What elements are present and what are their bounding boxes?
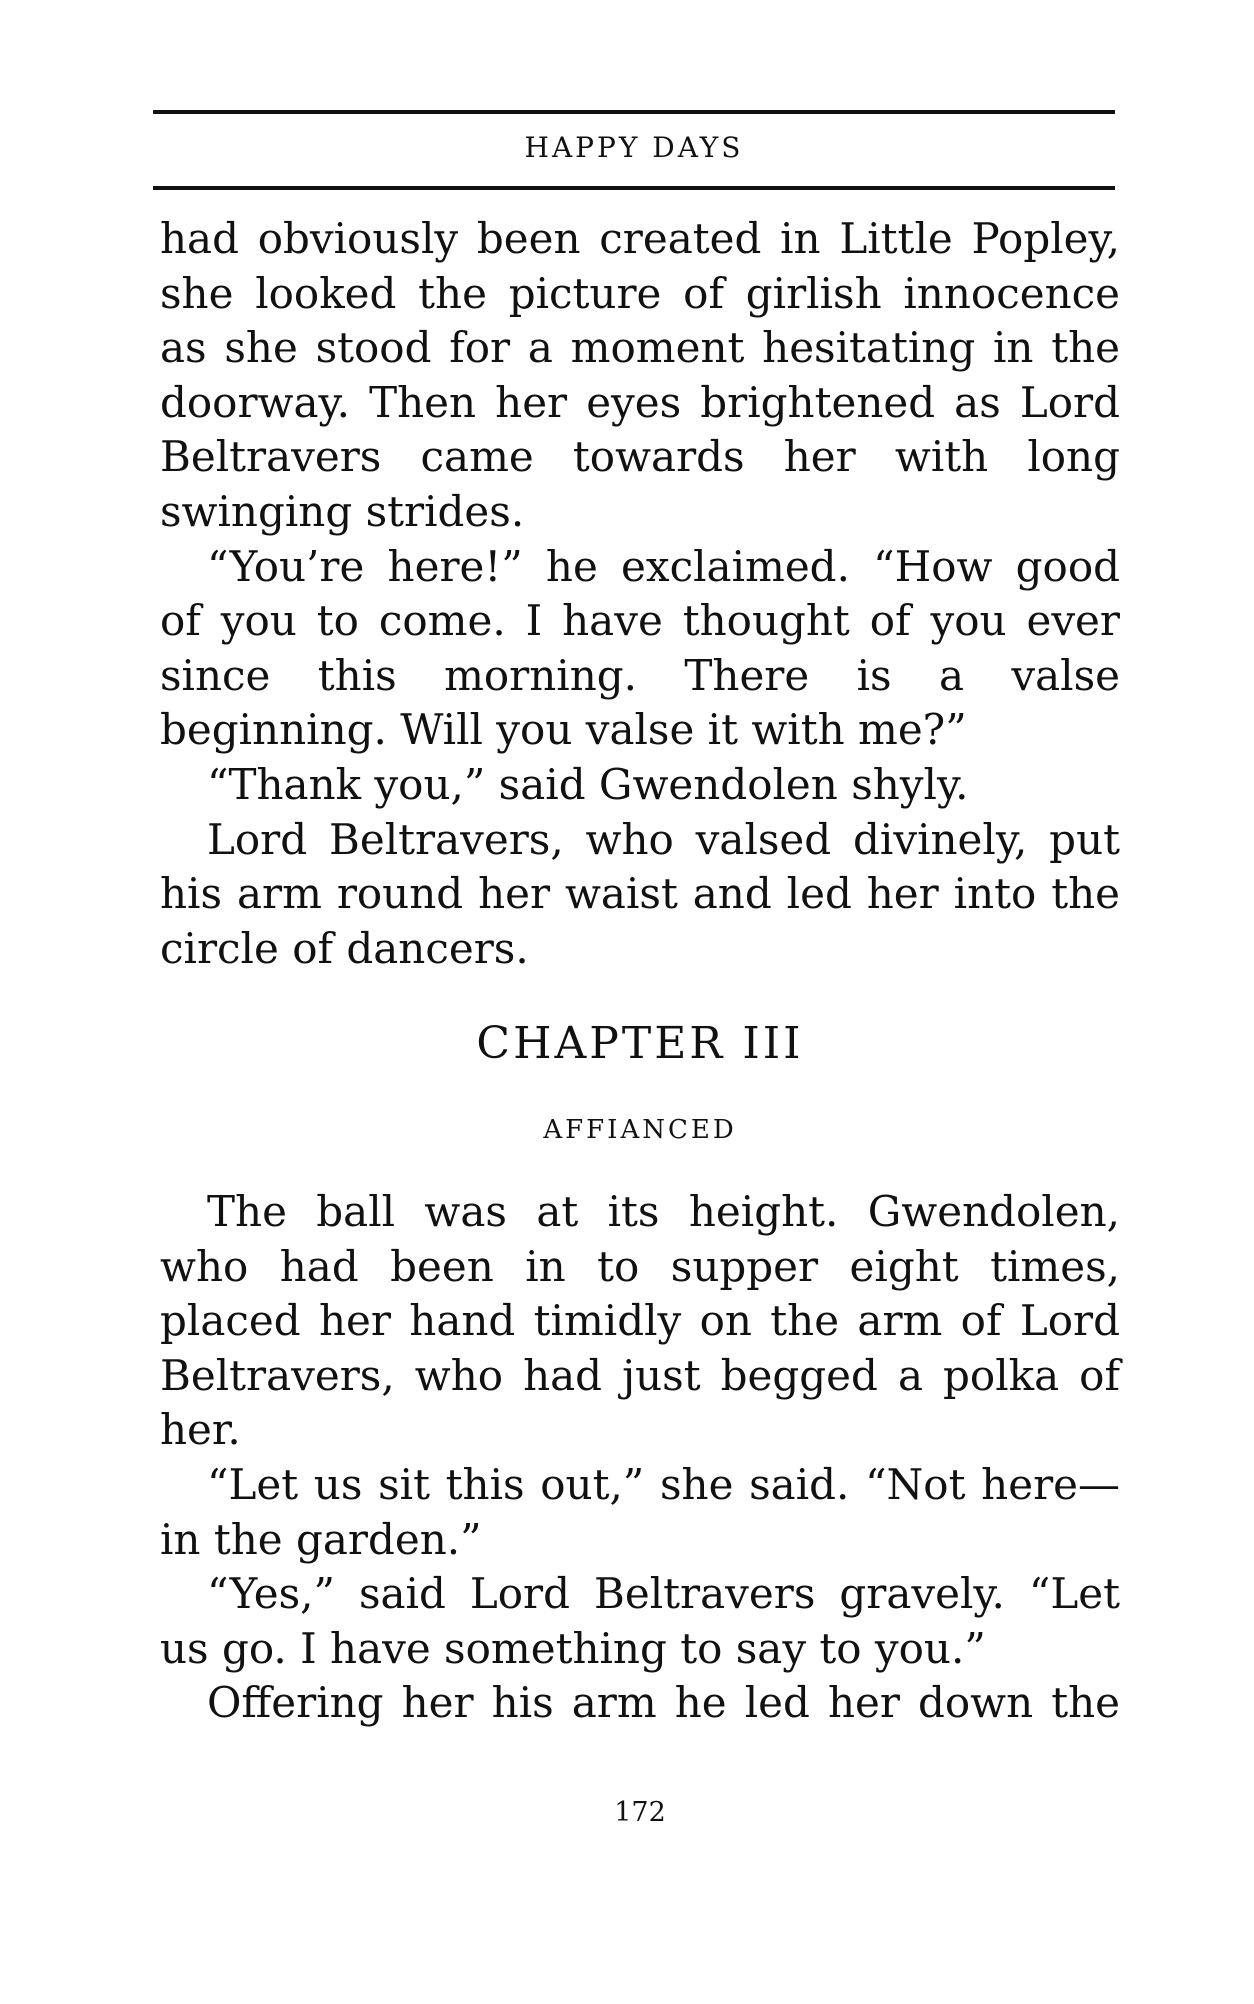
paragraph: “Yes,” said Lord Beltravers gravely. “Let us go. I have something to say to you.” bbox=[160, 1569, 1120, 1673]
chapter-title: CHAPTER III bbox=[476, 1018, 804, 1069]
running-head: HAPPY DAYS bbox=[524, 131, 744, 164]
paragraph: “Let us sit this out,” she said. “Not here—in the garden.” bbox=[160, 1459, 1120, 1564]
paragraph: Offering her his arm he led her down the bbox=[207, 1678, 1120, 1728]
header-bottom-rule bbox=[153, 186, 1115, 190]
chapter-subtitle: AFFIANCED bbox=[543, 1115, 737, 1145]
header-top-rule bbox=[153, 110, 1115, 114]
paragraph: had obviously been created in Little Popley, she looked the picture of girlish innocence as she stood for a moment hesitating in the doorway. Then her eyes brightened as Lord Beltravers came towards her with long swinging strides. bbox=[160, 214, 1120, 536]
page-number: 172 bbox=[614, 1797, 666, 1828]
paragraph: “You’re here!” he exclaimed. “How good of you to come. I have thought of you ever since this morning. There is a valse beginning. Will you valse it with me?” bbox=[160, 541, 1120, 755]
text-block-top bbox=[160, 212, 1120, 976]
text-block-bottom bbox=[160, 1185, 1120, 1731]
paragraph: Lord Beltravers, who valsed divinely, put his arm round her waist and led her into the circle of dancers. bbox=[160, 814, 1120, 973]
paragraph: The ball was at its height. Gwendolen, who had been in to supper eight times, placed her hand timidly on the arm of Lord Beltravers, who had just begged a polka of her. bbox=[160, 1187, 1120, 1455]
paragraph: “Thank you,” said Gwendolen shyly. bbox=[207, 759, 969, 809]
